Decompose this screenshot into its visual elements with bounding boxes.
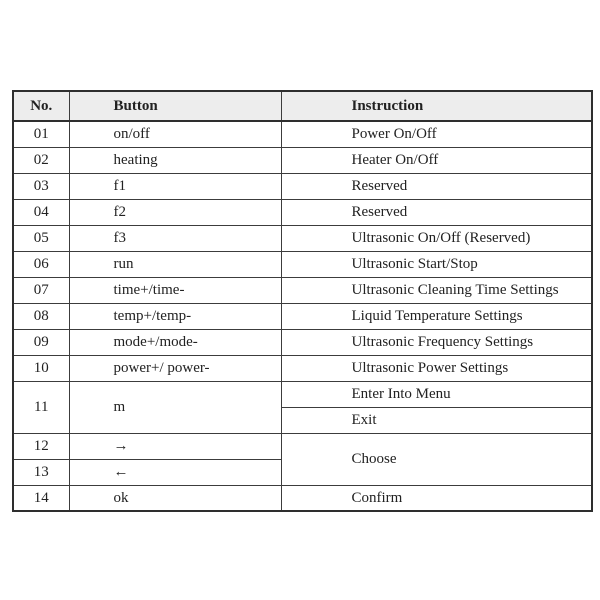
cell-no: 01: [13, 121, 69, 147]
cell-no: 06: [13, 251, 69, 277]
cell-instruction: Power On/Off: [281, 121, 592, 147]
table-row: [13, 173, 592, 199]
table-row: [13, 251, 592, 277]
cell-button: run: [69, 251, 281, 277]
cell-no: 10: [13, 355, 69, 381]
cell-no: 07: [13, 277, 69, 303]
cell-button: f3: [69, 225, 281, 251]
cell-instruction: Ultrasonic Frequency Settings: [281, 329, 592, 355]
cell-no: 09: [13, 329, 69, 355]
cell-instruction: Reserved: [281, 173, 592, 199]
cell-instruction: Confirm: [281, 485, 592, 511]
cell-button: f2: [69, 199, 281, 225]
cell-no: 14: [13, 485, 69, 511]
cell-no: 02: [13, 147, 69, 173]
table-row: [13, 303, 592, 329]
cell-no: 03: [13, 173, 69, 199]
cell-button: m: [69, 381, 281, 433]
cell-instruction: Liquid Temperature Settings: [281, 303, 592, 329]
table-row: [13, 147, 592, 173]
cell-instruction: Ultrasonic Cleaning Time Settings: [281, 277, 592, 303]
cell-instruction: Choose: [281, 433, 592, 485]
cell-button: time+/time-: [69, 277, 281, 303]
cell-no: 04: [13, 199, 69, 225]
table-row: [13, 433, 592, 459]
cell-instruction: Ultrasonic Start/Stop: [281, 251, 592, 277]
cell-instruction: Ultrasonic Power Settings: [281, 355, 592, 381]
cell-button: power+/ power-: [69, 355, 281, 381]
cell-button: f1: [69, 173, 281, 199]
cell-instruction: Exit: [281, 407, 592, 433]
cell-button: temp+/temp-: [69, 303, 281, 329]
table-row: [13, 199, 592, 225]
table-row: [13, 485, 592, 511]
header-instruction: Instruction: [281, 91, 592, 121]
cell-button: ok: [69, 485, 281, 511]
table-row: [13, 355, 592, 381]
cell-button left-arrow-glyph: ←: [69, 459, 281, 485]
cell-button right-arrow-glyph: →: [69, 433, 281, 459]
cell-no: 13: [13, 459, 69, 485]
table-header-row: [13, 91, 592, 121]
header-no: No.: [13, 91, 69, 121]
table-row: [13, 381, 592, 407]
table-row: [13, 225, 592, 251]
header-button: Button: [69, 91, 281, 121]
table-row: [13, 329, 592, 355]
cell-button: mode+/mode-: [69, 329, 281, 355]
cell-button: heating: [69, 147, 281, 173]
cell-instruction: Ultrasonic On/Off (Reserved): [281, 225, 592, 251]
cell-no: 11: [13, 381, 69, 433]
button-instruction-table: [12, 90, 593, 512]
table-row: [13, 121, 592, 147]
cell-no: 12: [13, 433, 69, 459]
cell-instruction: Heater On/Off: [281, 147, 592, 173]
cell-no: 08: [13, 303, 69, 329]
table-row: [13, 277, 592, 303]
cell-instruction: Reserved: [281, 199, 592, 225]
cell-button: on/off: [69, 121, 281, 147]
cell-no: 05: [13, 225, 69, 251]
cell-instruction: Enter Into Menu: [281, 381, 592, 407]
